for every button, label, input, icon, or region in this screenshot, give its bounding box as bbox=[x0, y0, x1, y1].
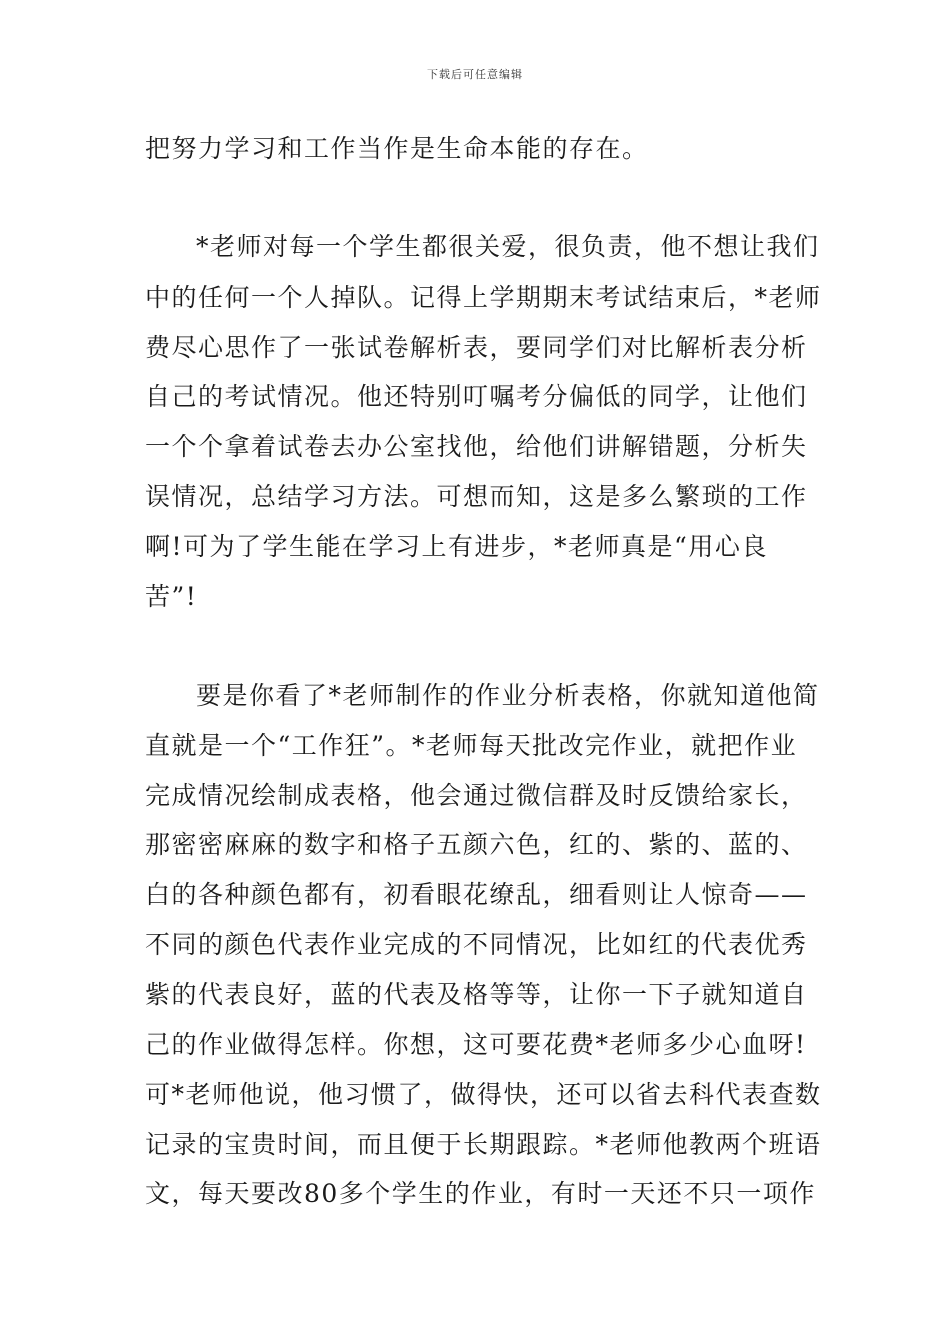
text-line: 一个个拿着试卷去办公室找他，给他们讲解错题，分析失 bbox=[145, 432, 808, 461]
header-note: 下载后可任意编辑 bbox=[427, 68, 523, 81]
text-line: 啊!可为了学生能在学习上有进步，*老师真是“用心良 bbox=[145, 532, 768, 561]
text-line: 把努力学习和工作当作是生命本能的存在。 bbox=[145, 134, 649, 163]
text-line: 那密密麻麻的数字和格子五颜六色，红的、紫的、蓝的、 bbox=[145, 830, 808, 859]
text-line: 白的各种颜色都有，初看眼花缭乱，细看则让人惊奇—— bbox=[145, 880, 808, 909]
text-line: 己的作业做得怎样。你想，这可要花费*老师多少心血呀! bbox=[145, 1030, 807, 1059]
text-line: 可*老师他说，他习惯了，做得快，还可以省去科代表查数 bbox=[145, 1080, 822, 1109]
text-line: 紫的代表良好，蓝的代表及格等等，让你一下子就知道自 bbox=[145, 980, 808, 1009]
text-line: 文，每天要改80多个学生的作业，有时一天还不只一项作 bbox=[145, 1179, 816, 1208]
text-line: 费尽心思作了一张试卷解析表，要同学们对比解析表分析 bbox=[145, 333, 808, 362]
text-line: 直就是一个“工作狂”。*老师每天批改完作业，就把作业 bbox=[145, 731, 798, 760]
text-line: *老师对每一个学生都很关爱，很负责，他不想让我们 bbox=[196, 232, 820, 261]
text-line: 苦”! bbox=[145, 582, 198, 611]
text-line: 中的任何一个人掉队。记得上学期期末考试结束后，*老师 bbox=[145, 283, 822, 312]
text-line: 完成情况绘制成表格，他会通过微信群及时反馈给家长， bbox=[145, 781, 808, 810]
text-line: 要是你看了*老师制作的作业分析表格，你就知道他简 bbox=[196, 681, 820, 710]
text-line: 不同的颜色代表作业完成的不同情况，比如红的代表优秀 bbox=[145, 930, 808, 959]
text-line: 自己的考试情况。他还特别叮嘱考分偏低的同学，让他们 bbox=[145, 382, 808, 411]
text-line: 记录的宝贵时间，而且便于长期跟踪。*老师他教两个班语 bbox=[145, 1130, 822, 1159]
text-line: 误情况，总结学习方法。可想而知，这是多么繁琐的工作 bbox=[145, 482, 808, 511]
